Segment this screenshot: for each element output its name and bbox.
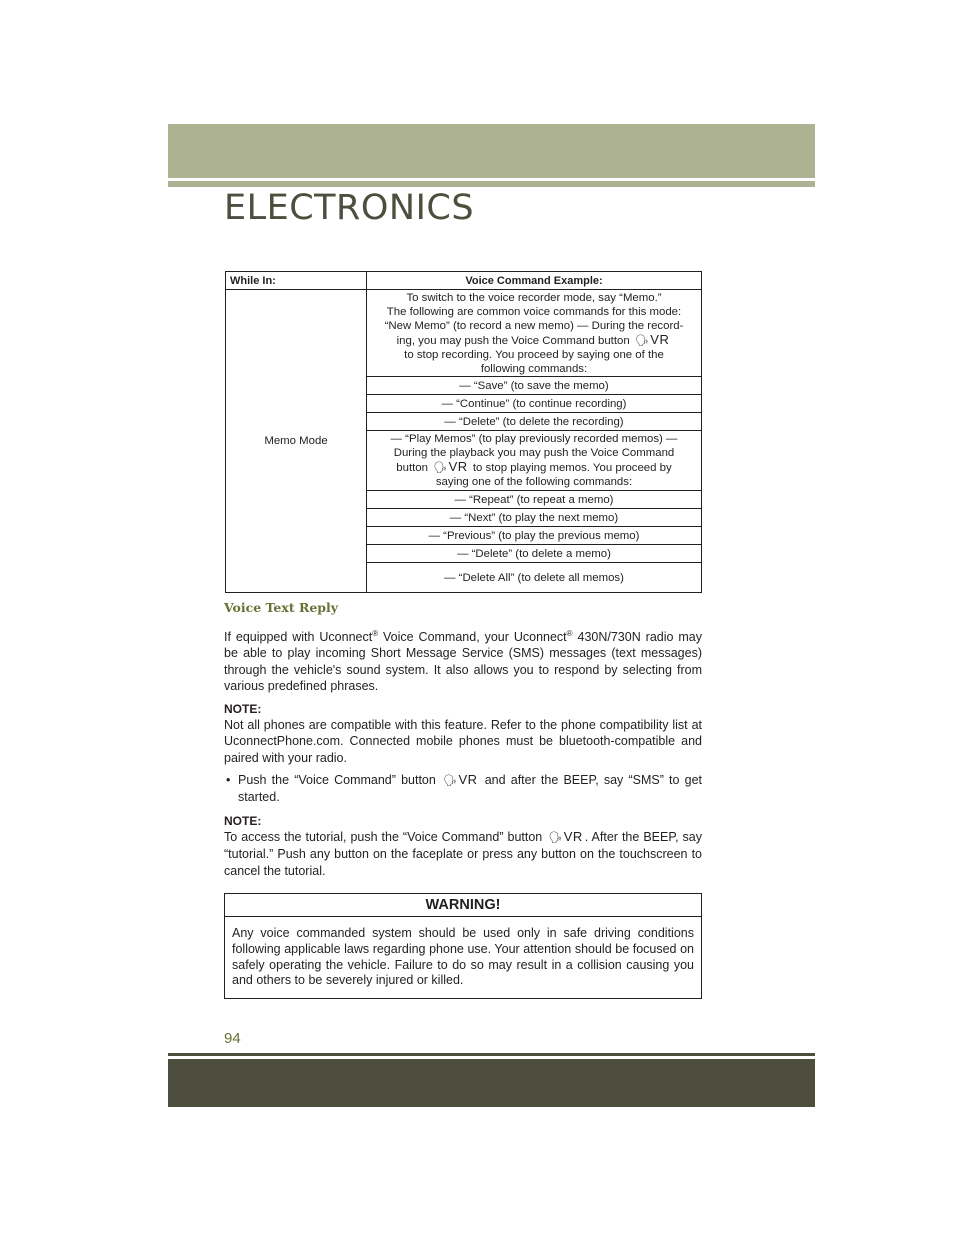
intro-line: The following are common voice commands for this mode: [386, 305, 682, 318]
play-line: — “Play Memos” (to play previously recorded memos) — [390, 433, 678, 445]
command-cell: — “Delete” (to delete a memo) [367, 545, 702, 563]
page-number: 94 [224, 1030, 241, 1047]
registered-mark: ® [566, 629, 573, 638]
vr-label: VR [650, 331, 670, 347]
note-paragraph [224, 829, 702, 879]
intro-line: ing, you may push the Voice Command button [396, 334, 630, 347]
bullet-text-part: and after the BEEP, say “SMS” to get started. [238, 773, 702, 805]
section-title: ELECTRONICS [224, 188, 475, 228]
voice-command-icon [635, 333, 670, 348]
bullet-dot: • [226, 773, 231, 787]
mic-wave-icon: 🗣︎ [548, 832, 563, 844]
memo-mode-cell: Memo Mode [226, 290, 367, 593]
command-cell: — “Continue” (to continue recording) [367, 395, 702, 413]
voice-command-icon [548, 829, 583, 846]
vr-label: VR [458, 772, 478, 787]
play-line: saying one of the following commands: [435, 476, 633, 488]
note-label: NOTE: [224, 814, 262, 828]
play-line: During the playback you may push the Voice Command [393, 447, 675, 459]
warning-title: WARNING! [225, 894, 701, 917]
bullet-text-part: Push the “Voice Command” button [238, 773, 436, 787]
intro-line: “New Memo” (to record a new memo) — During the record- [384, 319, 684, 332]
voice-text-reply-heading: Voice Text Reply [224, 600, 339, 615]
paragraph-text: 430N/730N radio may be able to play incoming Short Message Service (SMS) messages (text messages) through the vehicle's sound system. It also allows you to respond by selecting from various predefined phrases. [224, 630, 702, 694]
note-text-part: To access the tutorial, push the “Voice Command” button [224, 830, 543, 844]
header-band [168, 124, 815, 178]
command-cell: — “Save” (to save the memo) [367, 377, 702, 395]
mic-wave-icon: 🗣︎ [634, 334, 650, 347]
paragraph-text: Voice Command, your Uconnect [378, 630, 567, 645]
note-label: NOTE: [224, 702, 262, 716]
voice-command-icon [443, 772, 478, 789]
command-cell: — “Delete” (to delete the recording) [367, 413, 702, 431]
note-text-part: . After the BEEP, say “tutorial.” Push any button on the faceplate or press any button on the touchscreen to cancel the tutorial. [224, 830, 702, 878]
table-row [226, 290, 702, 377]
column-header-while-in: While In: [226, 272, 367, 290]
warning-box [224, 893, 702, 999]
memo-intro-cell [367, 290, 702, 377]
intro-paragraph [224, 626, 702, 694]
voice-command-table [225, 271, 702, 593]
play-line: to stop playing memos. You proceed by [472, 462, 672, 474]
paragraph-text: If equipped with Uconnect [224, 630, 373, 645]
command-cell: — “Next” (to play the next memo) [367, 509, 702, 527]
column-header-voice-command: Voice Command Example: [367, 272, 702, 290]
vr-label: VR [448, 459, 468, 474]
play-line: button [396, 462, 428, 474]
table-header-row [226, 272, 702, 290]
bullet-item [224, 772, 702, 806]
footer-band [168, 1059, 815, 1107]
command-cell: — “Repeat” (to repeat a memo) [367, 491, 702, 509]
warning-body: Any voice commanded system should be used only in safe driving conditions following applicable laws regarding phone use. Your attention should be focused on safely operating the vehicle. Failure to do so may result in a collision causing you and others to be severely injured or killed. [232, 926, 694, 988]
intro-line: to stop recording. You proceed by saying one of the [404, 348, 664, 361]
note-paragraph: Not all phones are compatible with this feature. Refer to the phone compatibility list at UconnectPhone.com. Connected mobile phones must be bluetooth-compatible and paired with your radio. [224, 718, 702, 765]
mic-wave-icon: 🗣︎ [443, 775, 458, 787]
vr-label: VR [563, 829, 583, 844]
mic-wave-icon: 🗣︎ [433, 462, 448, 474]
header-rule [168, 181, 815, 187]
registered-mark: ® [372, 629, 379, 638]
play-memos-cell [367, 431, 702, 491]
voice-command-icon [433, 460, 468, 475]
command-cell: — “Previous” (to play the previous memo) [367, 527, 702, 545]
footer-rule [168, 1053, 815, 1056]
command-cell: — “Delete All” (to delete all memos) [367, 563, 702, 593]
intro-line: following commands: [480, 362, 588, 375]
intro-line: To switch to the voice recorder mode, say “Memo.” [406, 291, 662, 304]
bullet-text [238, 772, 702, 806]
